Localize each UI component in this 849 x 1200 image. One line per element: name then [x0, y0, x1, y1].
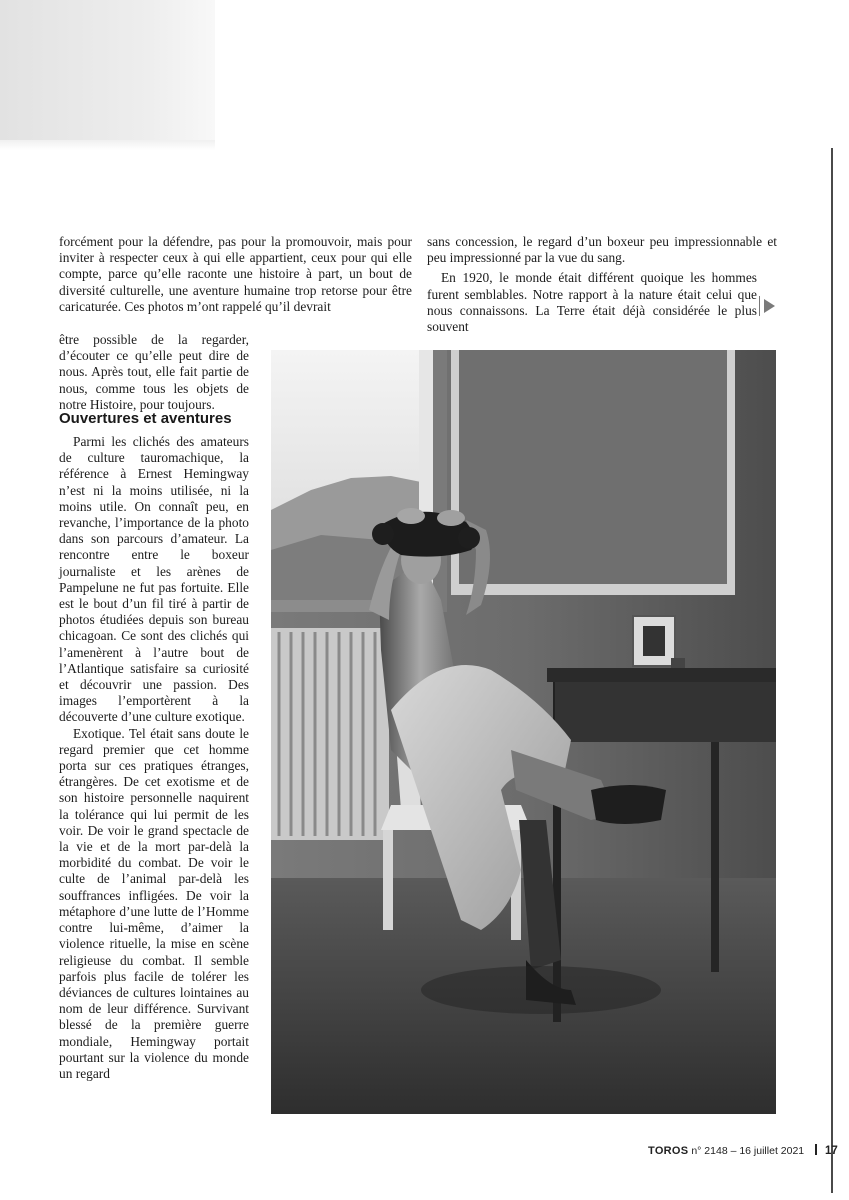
- paragraph-concession: sans concession, le regard d’un boxeur peu impressionnable et peu impressionné par la vue du sang.: [427, 234, 777, 266]
- article-column-1-body: [59, 434, 249, 1082]
- magazine-name: TOROS: [648, 1145, 689, 1157]
- paragraph-regarder: être possible de la regarder, d’écouter ce qu’elle peut dire de nous. Après tout, elle fait partie de nous, comme tous les objets de notre Histoire, pour toujours.: [59, 332, 249, 412]
- paragraph-exotique: Exotique. Tel était sans doute le regard premier que cet homme porta sur ces pratiques étranges, étrangères. De cet exotisme et de son histoire personnelle naquirent la tolérance qui lui permit de les voir. De voir le grand spectacle de la vie et de la mort par-delà la morbidité du combat. De voir le culte de l’animal par-delà les souffrances infligées. De voir la métaphore d’une lutte de l’Homme contre lui-même, d’aimer la violence rituelle, la mise en scène religieuse du combat. Il semble parfois plus facile de tolérer les déviances de cultures lointaines au nom de leur différence. Survivant blessé de la première guerre mondiale, Hemingway portait pourtant sur la violence du monde un regard: [59, 725, 249, 1081]
- photo-illustration: [271, 350, 776, 1114]
- continue-bar: [759, 296, 760, 316]
- scan-shadow: [0, 0, 215, 140]
- paragraph-1920: En 1920, le monde était différent quoique les hommes furent semblables. Notre rapport à la nature était celui que nous connaissons. La Terre était déjà considérée le plus souvent: [427, 270, 757, 335]
- page-number: 17: [824, 1145, 838, 1157]
- continue-arrow-icon: [764, 299, 775, 313]
- paragraph-intro: forcément pour la défendre, pas pour la promouvoir, mais pour inviter à respecter ceux à qui elle appartient, ceux pour qui elle compte, parce qu’elle raconte une histoire à part, un bout de diversité culturelle, une aventure humaine trop retorse pour être caricaturée. Ces photos m’ont rappelé qu’il devrait: [59, 234, 412, 314]
- article-photo: [271, 350, 776, 1114]
- page-edge-line: [831, 148, 833, 1193]
- article-column-1-top: [59, 234, 412, 315]
- page-footer: [648, 1144, 838, 1157]
- footer-separator: [815, 1144, 817, 1155]
- section-subheading: Ouvertures et aventures: [59, 410, 232, 427]
- article-column-2: [427, 234, 777, 335]
- paragraph-hemingway: Parmi les clichés des amateurs de culture tauromachique, la référence à Ernest Hemingway n’est ni la moins utilisée, ni la moins utile. On connaît peu, en revanche, l’importance de la photo dans son parcours d’amateur. La rencontre entre le boxeur journaliste et les arènes de Pampelune ne fut pas fortuite. Elle est le bout d’un fil tiré à partir de photos étudiées depuis son bureau chicagoan. Ce sont des clichés qui l’amenèrent à l’autre bout de l’Atlantique satisfaire sa curiosité et découvrir une passion. Des images l’emportèrent à la découverte d’une culture exotique.: [59, 434, 249, 725]
- article-column-1-mid: [59, 332, 249, 413]
- scan-shadow-fade: [0, 140, 215, 150]
- issue-info: n° 2148 – 16 juillet 2021: [691, 1145, 805, 1157]
